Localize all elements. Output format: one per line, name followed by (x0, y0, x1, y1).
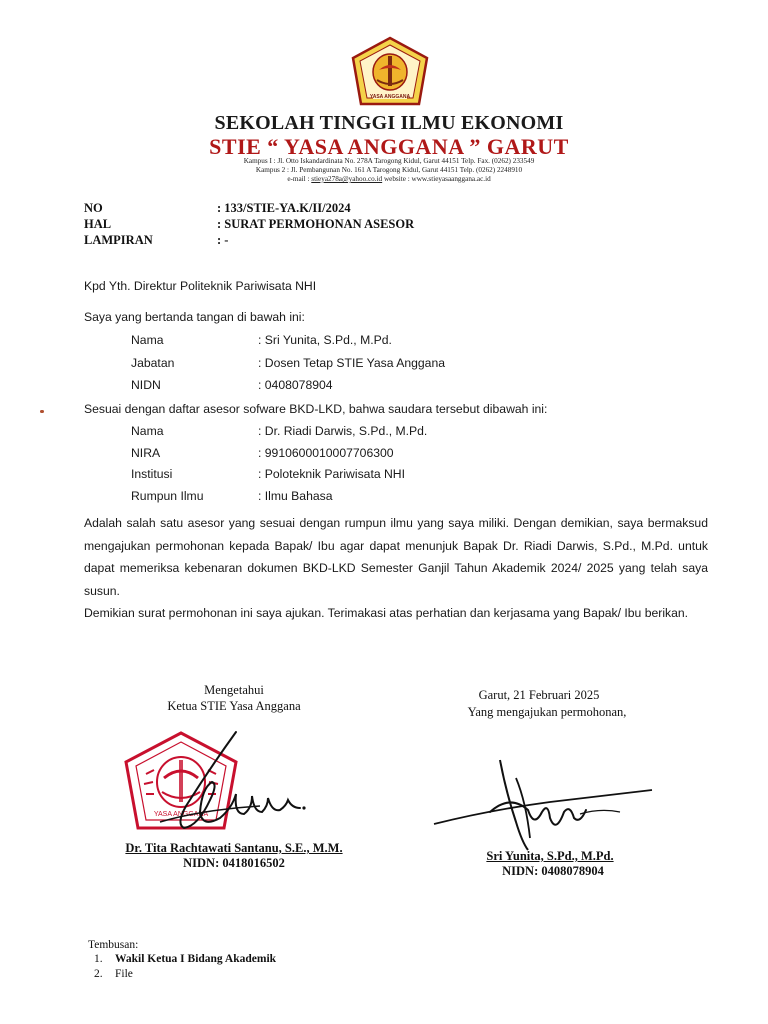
right-signatory-name: Sri Yunita, S.Pd., M.Pd. (486, 849, 614, 863)
address-line-1: Kampus I : Jl. Otto Iskandardinata No. 278A Tarogong Kidul, Garut 44151 Telp. Fax. (0262) 233549 (243, 157, 535, 165)
applicant-label-nidn: NIDN (131, 378, 161, 392)
assessor-label-nama: Nama (131, 424, 164, 438)
assessor-value-nama: : Dr. Riadi Darwis, S.Pd., M.Pd. (258, 424, 428, 438)
letter-date: Garut, 21 Februari 2025 (478, 688, 600, 702)
website-prefix: website : (382, 175, 412, 183)
cc-item (94, 953, 276, 965)
address-line-2: Kampus 2 : Jl. Pembangunan No. 161 A Tarogong Kidul, Garut 44151 Telp. (0262) 2248910 (255, 166, 523, 174)
meta-label-hal: HAL (84, 217, 112, 231)
svg-text:YASA ANGGANA: YASA ANGGANA (153, 811, 209, 818)
institution-name: SEKOLAH TINGGI ILMU EKONOMI (214, 112, 564, 134)
assessor-value-nira: : 9910600010007706300 (258, 446, 394, 460)
body-paragraph-2: Demikian surat permohonan ini saya ajukan. Terimakasi atas perhatian dan kerjasama yang Bapak/ Ibu berikan. (84, 606, 689, 620)
applicant-value-nidn: : 0408078904 (258, 378, 333, 392)
cc-item-number: 2. (94, 968, 103, 980)
left-sign-role: Ketua STIE Yasa Anggana (167, 699, 301, 713)
assessor-value-rumpun: : Ilmu Bahasa (258, 489, 333, 503)
institution-logo (349, 36, 431, 108)
svg-text:YASA ANGGANA: YASA ANGGANA (369, 94, 411, 100)
right-signature (430, 752, 660, 862)
left-signatory-nidn: NIDN: 0418016502 (183, 856, 285, 870)
intro-assessor: Sesuai dengan daftar asesor sofware BKD-LKD, bahwa saudara tersebut dibawah ini: (84, 402, 548, 416)
meta-label-lampiran: LAMPIRAN (84, 233, 153, 247)
left-signature (140, 728, 315, 838)
intro-applicant: Saya yang bertanda tangan di bawah ini: (84, 310, 305, 324)
assessor-label-institusi: Institusi (131, 467, 173, 481)
applicant-value-nama: : Sri Yunita, S.Pd., M.Pd. (258, 333, 392, 347)
applicant-value-jabatan: : Dosen Tetap STIE Yasa Anggana (258, 356, 446, 370)
left-sign-heading: Mengetahui (204, 683, 264, 697)
cc-item-text: File (115, 968, 133, 980)
recipient: Kpd Yth. Direktur Politeknik Pariwisata NHI (84, 279, 317, 293)
assessor-label-rumpun: Rumpun Ilmu (131, 489, 204, 503)
contact-line (0, 175, 768, 183)
ink-speck (40, 410, 44, 413)
institution-subtitle: STIE “ YASA ANGGANA ” GARUT (209, 134, 569, 159)
meta-value-hal: : SURAT PERMOHONAN ASESOR (217, 217, 415, 231)
cc-item-text: Wakil Ketua I Bidang Akademik (115, 953, 277, 965)
left-signatory-name: Dr. Tita Rachtawati Santanu, S.E., M.M. (125, 841, 343, 855)
email-prefix: e-mail : (287, 175, 312, 183)
cc-title: Tembusan: (88, 939, 139, 951)
applicant-label-jabatan: Jabatan (131, 356, 175, 370)
meta-value-no: : 133/STIE-YA.K/II/2024 (217, 201, 351, 215)
cc-item (94, 968, 133, 980)
right-sign-role: Yang mengajukan permohonan, (467, 705, 627, 719)
assessor-label-nira: NIRA (131, 446, 161, 460)
meta-label-no: NO (84, 201, 103, 215)
body-paragraph-1: Adalah salah satu asesor yang sesuai dengan rumpun ilmu yang saya miliki. Dengan demikian, saya bermaksud mengajukan permohonan kepada Bapak/ Ibu agar dapat menunjuk Bapak Dr. Riadi Darwis, S.Pd., M.Pd. untuk dapat memeriksa kebenaran dokumen BKD-LKD Semester Ganjil Tahun Akademik 2024/ 2025 yang telah saya susun. (84, 516, 708, 598)
right-signatory-nidn: NIDN: 0408078904 (502, 864, 604, 878)
cc-item-number: 1. (94, 953, 103, 965)
meta-value-lampiran: : - (217, 233, 229, 247)
email-link[interactable]: stieya278a@yahoo.co.id (311, 175, 383, 183)
assessor-value-institusi: : Poloteknik Pariwisata NHI (258, 467, 405, 481)
applicant-label-nama: Nama (131, 333, 164, 347)
website-link[interactable]: www.stieyasaanggana.ac.id (411, 175, 491, 183)
